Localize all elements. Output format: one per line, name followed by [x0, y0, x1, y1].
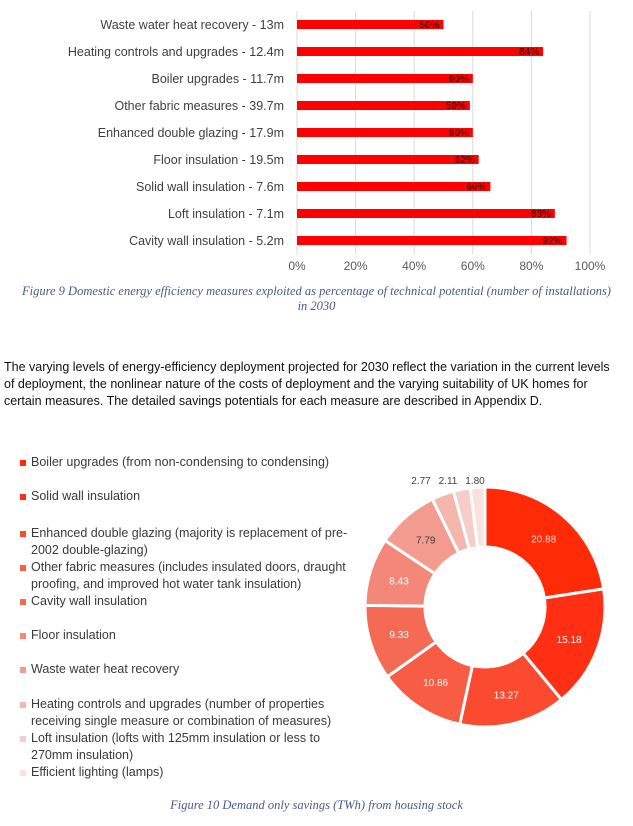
legend-item — [20, 593, 365, 610]
legend-item — [20, 559, 365, 593]
category-label: Boiler upgrades - 11.7m — [151, 72, 284, 86]
legend-item — [20, 454, 365, 471]
category-label: Loft insulation - 7.1m — [167, 207, 284, 221]
legend-swatch — [20, 531, 26, 537]
bar — [297, 182, 490, 191]
legend-swatch — [20, 770, 26, 776]
x-tick-label: 20% — [343, 259, 368, 273]
legend-label: Floor insulation — [31, 628, 116, 642]
legend-swatch — [20, 702, 26, 708]
bar — [297, 47, 543, 56]
bar — [297, 128, 473, 137]
x-tick-label: 0% — [288, 259, 306, 273]
bar-data-label: 66% — [466, 182, 487, 193]
x-tick-label: 80% — [519, 259, 544, 273]
legend-swatch — [20, 633, 26, 639]
legend-item — [20, 525, 365, 559]
legend-item — [20, 764, 365, 781]
legend-label: Enhanced double glazing (majority is replacement of pre-2002 double-glazing) — [31, 526, 348, 557]
figure9-caption: Figure 9 Domestic energy efficiency measures exploited as percentage of technical potential (number of installations) in 2030 — [22, 284, 611, 313]
bar — [297, 101, 470, 110]
legend-label: Efficient lighting (lamps) — [31, 765, 164, 779]
bar-data-label: 50% — [419, 20, 440, 31]
x-tick-label: 100% — [574, 259, 606, 273]
bar-data-label: 62% — [454, 155, 475, 166]
legend-swatch — [20, 494, 26, 500]
bar-data-label: 60% — [448, 74, 469, 85]
slice-data-label: 10.86 — [423, 678, 449, 690]
slice-data-label: 15.18 — [556, 635, 582, 647]
bar-data-label: 84% — [519, 47, 540, 58]
legend-swatch — [20, 460, 26, 466]
legend-item — [20, 488, 365, 505]
figure9-bar-chart — [0, 0, 633, 285]
figure10-donut-chart — [355, 465, 615, 735]
category-label: Cavity wall insulation - 5.2m — [129, 234, 284, 248]
slice-data-label: 9.33 — [389, 629, 409, 641]
legend-label: Heating controls and upgrades (number of properties receiving single measure or combination of measures) — [31, 697, 332, 728]
bar-data-label: 88% — [530, 209, 551, 220]
legend-label: Waste water heat recovery — [31, 662, 180, 676]
legend-swatch — [20, 599, 26, 605]
body-paragraph: The varying levels of energy-efficiency deployment projected for 2030 reflect the variation in the current levels of deployment, the nonlinear nature of the costs of deployment and the varying suitability of UK homes for certain measures. The detailed savings potentials for each measure are described in Appendix D. — [4, 359, 610, 409]
category-label: Solid wall insulation - 7.6m — [136, 180, 284, 194]
legend-item — [20, 730, 365, 764]
legend-swatch — [20, 565, 26, 571]
legend-item — [20, 661, 365, 678]
figure10-caption: Figure 10 Demand only savings (TWh) from housing stock — [170, 798, 463, 812]
slice-data-label: 1.80 — [465, 476, 485, 487]
category-label: Other fabric measures - 39.7m — [114, 99, 284, 113]
slice-data-label: 2.11 — [438, 476, 458, 487]
legend-label: Loft insulation (lofts with 125mm insulation or less to 270mm insulation) — [31, 731, 321, 762]
slice-data-label: 7.79 — [415, 535, 436, 547]
bar-data-label: 60% — [448, 128, 469, 139]
slice-data-label: 13.27 — [493, 690, 519, 702]
slice-data-label: 8.43 — [389, 576, 409, 588]
legend-item — [20, 627, 365, 644]
legend-swatch — [20, 667, 26, 673]
bar-data-label: 59% — [445, 101, 466, 112]
category-label: Heating controls and upgrades - 12.4m — [67, 45, 284, 59]
legend-label: Boiler upgrades (from non-condensing to condensing) — [31, 455, 330, 469]
legend-item — [20, 696, 365, 730]
slice-data-label: 2.77 — [411, 476, 431, 487]
legend-swatch — [20, 736, 26, 742]
x-tick-label: 40% — [402, 259, 427, 273]
bar — [297, 236, 567, 245]
category-label: Floor insulation - 19.5m — [153, 153, 284, 167]
bar-data-label: 92% — [542, 236, 563, 247]
x-tick-label: 60% — [460, 259, 485, 273]
bar — [297, 74, 473, 83]
category-label: Enhanced double glazing - 17.9m — [97, 126, 284, 140]
legend-label: Solid wall insulation — [31, 489, 141, 503]
legend-label: Other fabric measures (includes insulated doors, draught proofing, and improved hot water tank insulation) — [31, 560, 346, 591]
bar — [297, 155, 479, 164]
bar — [297, 209, 555, 218]
legend-label: Cavity wall insulation — [31, 594, 148, 608]
category-label: Waste water heat recovery - 13m — [100, 18, 284, 32]
slice-data-label: 20.88 — [531, 534, 557, 546]
